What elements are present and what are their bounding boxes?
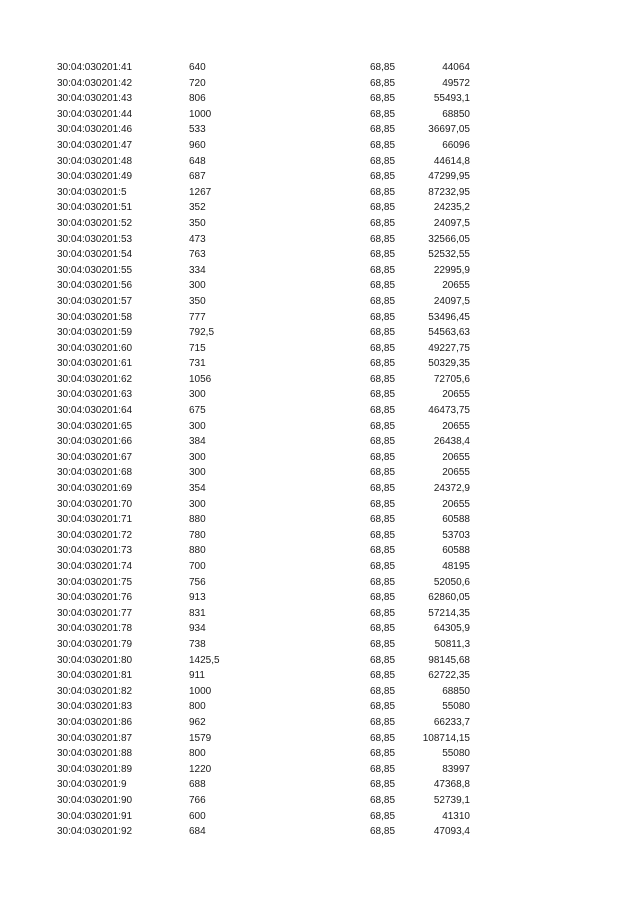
quantity-cell: 913 — [189, 592, 206, 604]
quantity-cell: 934 — [189, 623, 206, 635]
table-row — [0, 684, 640, 700]
cadastral-number-cell: 30:04:030201:41 — [57, 62, 133, 73]
cadastral-number-cell: 30:04:030201:53 — [57, 233, 133, 245]
rate-cell: 68,85 — [370, 483, 396, 495]
rate-cell: 68,85 — [370, 607, 396, 619]
cadastral-number-cell: 30:04:030201:42 — [57, 77, 133, 89]
cadastral-number-cell: 30:04:030201:87 — [57, 732, 133, 744]
rate-cell: 68,85 — [370, 638, 396, 650]
quantity-cell: 350 — [189, 295, 206, 307]
table-row — [0, 403, 640, 419]
total-cell: 52739,1 — [433, 794, 470, 806]
total-cell: 41310 — [442, 810, 470, 822]
cadastral-number-cell: 30:04:030201:52 — [57, 217, 133, 229]
quantity-cell: 720 — [189, 77, 206, 89]
quantity-cell: 777 — [189, 311, 206, 323]
total-cell: 49227,75 — [428, 342, 470, 354]
total-cell: 47093,4 — [433, 826, 470, 838]
table-row — [0, 559, 640, 575]
table-row — [0, 91, 640, 107]
table-row — [0, 232, 640, 248]
table-row — [0, 653, 640, 669]
cadastral-number-cell: 30:04:030201:61 — [57, 358, 133, 370]
total-cell: 20655 — [442, 280, 470, 292]
quantity-cell: 806 — [189, 93, 206, 105]
rate-cell: 68,85 — [370, 654, 396, 666]
table-row — [0, 387, 640, 403]
cadastral-number-cell: 30:04:030201:82 — [57, 685, 133, 697]
quantity-cell: 1000 — [189, 108, 212, 120]
table-row — [0, 699, 640, 715]
quantity-cell: 648 — [189, 155, 206, 167]
table-row — [0, 793, 640, 809]
quantity-cell: 350 — [189, 217, 206, 229]
quantity-cell: 715 — [189, 342, 206, 354]
table-row — [0, 325, 640, 341]
quantity-cell: 911 — [189, 670, 205, 682]
quantity-cell: 640 — [189, 62, 206, 73]
total-cell: 20655 — [442, 389, 470, 401]
cadastral-number-cell: 30:04:030201:5 — [57, 186, 127, 198]
total-cell: 46473,75 — [428, 405, 470, 417]
cadastral-number-cell: 30:04:030201:46 — [57, 124, 133, 136]
quantity-cell: 473 — [189, 233, 206, 245]
total-cell: 26438,4 — [433, 436, 470, 448]
quantity-cell: 1056 — [189, 373, 212, 385]
rate-cell: 68,85 — [370, 670, 396, 682]
table-row — [0, 575, 640, 591]
cadastral-number-cell: 30:04:030201:75 — [57, 576, 133, 588]
cadastral-number-cell: 30:04:030201:70 — [57, 498, 133, 510]
total-cell: 20655 — [442, 498, 470, 510]
quantity-cell: 675 — [189, 405, 206, 417]
quantity-cell: 352 — [189, 202, 206, 214]
total-cell: 68850 — [442, 685, 470, 697]
quantity-cell: 300 — [189, 467, 206, 479]
table-row — [0, 278, 640, 294]
cadastral-number-cell: 30:04:030201:65 — [57, 420, 133, 432]
cadastral-number-cell: 30:04:030201:88 — [57, 748, 133, 760]
cadastral-number-cell: 30:04:030201:58 — [57, 311, 133, 323]
quantity-cell: 1579 — [189, 732, 212, 744]
total-cell: 55493,1 — [433, 93, 470, 105]
quantity-cell: 766 — [189, 794, 206, 806]
quantity-cell: 800 — [189, 748, 206, 760]
total-cell: 68850 — [442, 108, 470, 120]
cadastral-number-cell: 30:04:030201:71 — [57, 514, 133, 526]
rate-cell: 68,85 — [370, 358, 396, 370]
table-row — [0, 777, 640, 793]
total-cell: 53703 — [442, 529, 470, 541]
total-cell: 50329,35 — [428, 358, 470, 370]
rate-cell: 68,85 — [370, 311, 396, 323]
total-cell: 66096 — [442, 139, 470, 151]
table-row — [0, 419, 640, 435]
cadastral-number-cell: 30:04:030201:80 — [57, 654, 133, 666]
total-cell: 44064 — [442, 62, 470, 73]
table-row — [0, 762, 640, 778]
rate-cell: 68,85 — [370, 701, 396, 713]
total-cell: 50811,3 — [434, 638, 470, 650]
cadastral-number-cell: 30:04:030201:72 — [57, 529, 133, 541]
cadastral-number-cell: 30:04:030201:81 — [57, 670, 133, 682]
table-row — [0, 512, 640, 528]
cadastral-number-cell: 30:04:030201:51 — [57, 202, 133, 214]
table-row — [0, 341, 640, 357]
table-row — [0, 122, 640, 138]
table-row — [0, 263, 640, 279]
cadastral-number-cell: 30:04:030201:68 — [57, 467, 133, 479]
total-cell: 24372,9 — [433, 483, 470, 495]
rate-cell: 68,85 — [370, 748, 396, 760]
total-cell: 47368,8 — [433, 779, 470, 791]
table-row — [0, 824, 640, 840]
quantity-cell: 763 — [189, 249, 206, 261]
rate-cell: 68,85 — [370, 139, 396, 151]
rate-cell: 68,85 — [370, 264, 396, 276]
rate-cell: 68,85 — [370, 716, 396, 728]
total-cell: 36697,05 — [428, 124, 470, 136]
total-cell: 54563,63 — [428, 327, 470, 339]
cadastral-number-cell: 30:04:030201:54 — [57, 249, 133, 261]
rate-cell: 68,85 — [370, 810, 396, 822]
rate-cell: 68,85 — [370, 732, 396, 744]
rate-cell: 68,85 — [370, 155, 396, 167]
table-row — [0, 169, 640, 185]
quantity-cell: 960 — [189, 139, 206, 151]
cadastral-number-cell: 30:04:030201:74 — [57, 561, 133, 572]
cadastral-number-cell: 30:04:030201:77 — [57, 607, 133, 619]
total-cell: 72705,6 — [433, 373, 470, 385]
quantity-cell: 780 — [189, 529, 206, 541]
quantity-cell: 700 — [189, 561, 206, 572]
rate-cell: 68,85 — [370, 124, 396, 136]
total-cell: 66233,7 — [433, 716, 470, 728]
rate-cell: 68,85 — [370, 420, 396, 432]
rate-cell: 68,85 — [370, 280, 396, 292]
rate-cell: 68,85 — [370, 826, 396, 838]
table-body — [0, 60, 640, 840]
total-cell: 47299,95 — [428, 171, 470, 183]
total-cell: 55080 — [442, 701, 470, 713]
table-row — [0, 528, 640, 544]
total-cell: 87232,95 — [428, 186, 470, 198]
cadastral-number-cell: 30:04:030201:64 — [57, 405, 133, 417]
table-row — [0, 107, 640, 123]
rate-cell: 68,85 — [370, 779, 396, 791]
quantity-cell: 1220 — [189, 763, 212, 775]
quantity-cell: 300 — [189, 498, 206, 510]
cadastral-number-cell: 30:04:030201:91 — [57, 810, 133, 822]
total-cell: 24235,2 — [433, 202, 470, 214]
quantity-cell: 384 — [189, 436, 206, 448]
rate-cell: 68,85 — [370, 202, 396, 214]
cadastral-number-cell: 30:04:030201:57 — [57, 295, 133, 307]
table-row — [0, 621, 640, 637]
table-row — [0, 294, 640, 310]
rate-cell: 68,85 — [370, 685, 396, 697]
quantity-cell: 600 — [189, 810, 206, 822]
cadastral-number-cell: 30:04:030201:92 — [57, 826, 133, 838]
rate-cell: 68,85 — [370, 342, 396, 354]
cadastral-number-cell: 30:04:030201:89 — [57, 763, 133, 775]
cadastral-number-cell: 30:04:030201:90 — [57, 794, 133, 806]
total-cell: 32566,05 — [428, 233, 470, 245]
total-cell: 60588 — [442, 514, 470, 526]
cadastral-number-cell: 30:04:030201:62 — [57, 373, 133, 385]
total-cell: 108714,15 — [422, 732, 470, 744]
table-row — [0, 154, 640, 170]
cadastral-number-cell: 30:04:030201:49 — [57, 171, 133, 183]
rate-cell: 68,85 — [370, 249, 396, 261]
table-row — [0, 543, 640, 559]
total-cell: 24097,5 — [433, 295, 470, 307]
rate-cell: 68,85 — [370, 498, 396, 510]
table-row — [0, 590, 640, 606]
rate-cell: 68,85 — [370, 217, 396, 229]
cadastral-number-cell: 30:04:030201:86 — [57, 716, 133, 728]
quantity-cell: 738 — [189, 638, 206, 650]
table-row — [0, 731, 640, 747]
table-row — [0, 356, 640, 372]
table-row — [0, 497, 640, 513]
cadastral-number-cell: 30:04:030201:63 — [57, 389, 133, 401]
total-cell: 20655 — [442, 420, 470, 432]
total-cell: 57214,35 — [428, 607, 470, 619]
quantity-cell: 533 — [189, 124, 206, 136]
cadastral-number-cell: 30:04:030201:59 — [57, 327, 133, 339]
total-cell: 52050,6 — [433, 576, 470, 588]
quantity-cell: 731 — [189, 358, 206, 370]
cadastral-number-cell: 30:04:030201:48 — [57, 155, 133, 167]
cadastral-number-cell: 30:04:030201:56 — [57, 280, 133, 292]
rate-cell: 68,85 — [370, 592, 396, 604]
quantity-cell: 1000 — [189, 685, 212, 697]
total-cell: 44614,8 — [433, 155, 470, 167]
table-row — [0, 247, 640, 263]
quantity-cell: 831 — [189, 607, 206, 619]
quantity-cell: 334 — [189, 264, 206, 276]
rate-cell: 68,85 — [370, 405, 396, 417]
quantity-cell: 792,5 — [189, 327, 215, 339]
total-cell: 20655 — [442, 451, 470, 463]
quantity-cell: 688 — [189, 779, 206, 791]
cadastral-number-cell: 30:04:030201:44 — [57, 108, 133, 120]
cadastral-number-cell: 30:04:030201:60 — [57, 342, 133, 354]
table-row — [0, 138, 640, 154]
table-row — [0, 715, 640, 731]
cadastral-number-cell: 30:04:030201:55 — [57, 264, 133, 276]
quantity-cell: 962 — [189, 716, 206, 728]
cadastral-number-cell: 30:04:030201:83 — [57, 701, 133, 713]
quantity-cell: 687 — [189, 171, 206, 183]
cadastral-number-cell: 30:04:030201:47 — [57, 139, 133, 151]
table-row — [0, 310, 640, 326]
table-row — [0, 465, 640, 481]
rate-cell: 68,85 — [370, 436, 396, 448]
total-cell: 62722,35 — [428, 670, 470, 682]
rate-cell: 68,85 — [370, 763, 396, 775]
quantity-cell: 800 — [189, 701, 206, 713]
rate-cell: 68,85 — [370, 108, 396, 120]
quantity-cell: 300 — [189, 280, 206, 292]
total-cell: 55080 — [442, 748, 470, 760]
rate-cell: 68,85 — [370, 295, 396, 307]
rate-cell: 68,85 — [370, 62, 396, 73]
table-row — [0, 200, 640, 216]
rate-cell: 68,85 — [370, 389, 396, 401]
quantity-cell: 756 — [189, 576, 206, 588]
total-cell: 83997 — [442, 763, 470, 775]
table-row — [0, 637, 640, 653]
rate-cell: 68,85 — [370, 77, 396, 89]
rate-cell: 68,85 — [370, 529, 396, 541]
quantity-cell: 684 — [189, 826, 206, 838]
rate-cell: 68,85 — [370, 545, 396, 557]
quantity-cell: 880 — [189, 545, 206, 557]
table-row — [0, 668, 640, 684]
rate-cell: 68,85 — [370, 623, 396, 635]
cadastral-number-cell: 30:04:030201:76 — [57, 592, 133, 604]
quantity-cell: 880 — [189, 514, 206, 526]
cadastral-number-cell: 30:04:030201:43 — [57, 93, 133, 105]
table-row — [0, 216, 640, 232]
quantity-cell: 300 — [189, 420, 206, 432]
table-row — [0, 809, 640, 825]
table-row — [0, 746, 640, 762]
rate-cell: 68,85 — [370, 93, 396, 105]
total-cell: 48195 — [442, 561, 470, 572]
table-row — [0, 185, 640, 201]
rate-cell: 68,85 — [370, 514, 396, 526]
rate-cell: 68,85 — [370, 373, 396, 385]
rate-cell: 68,85 — [370, 171, 396, 183]
total-cell: 22995,9 — [433, 264, 470, 276]
cadastral-number-cell: 30:04:030201:79 — [57, 638, 133, 650]
rate-cell: 68,85 — [370, 186, 396, 198]
table-row — [0, 450, 640, 466]
table-row — [0, 76, 640, 92]
cadastral-number-cell: 30:04:030201:67 — [57, 451, 133, 463]
cadastral-number-cell: 30:04:030201:69 — [57, 483, 133, 495]
rate-cell: 68,85 — [370, 561, 396, 572]
total-cell: 98145,68 — [428, 654, 470, 666]
rate-cell: 68,85 — [370, 327, 396, 339]
quantity-cell: 1425,5 — [189, 654, 220, 666]
quantity-cell: 1267 — [189, 186, 212, 198]
table-row — [0, 606, 640, 622]
rate-cell: 68,85 — [370, 233, 396, 245]
table-row — [0, 481, 640, 497]
quantity-cell: 354 — [189, 483, 206, 495]
total-cell: 60588 — [442, 545, 470, 557]
total-cell: 53496,45 — [428, 311, 470, 323]
rate-cell: 68,85 — [370, 451, 396, 463]
cadastral-number-cell: 30:04:030201:73 — [57, 545, 133, 557]
quantity-cell: 300 — [189, 451, 206, 463]
rate-cell: 68,85 — [370, 794, 396, 806]
table-row — [0, 372, 640, 388]
total-cell: 64305,9 — [433, 623, 470, 635]
quantity-cell: 300 — [189, 389, 206, 401]
total-cell: 24097,5 — [433, 217, 470, 229]
total-cell: 52532,55 — [428, 249, 470, 261]
total-cell: 20655 — [442, 467, 470, 479]
total-cell: 62860,05 — [428, 592, 470, 604]
total-cell: 49572 — [442, 77, 470, 89]
rate-cell: 68,85 — [370, 576, 396, 588]
cadastral-number-cell: 30:04:030201:9 — [57, 779, 127, 791]
rate-cell: 68,85 — [370, 467, 396, 479]
spreadsheet-table — [0, 60, 640, 840]
cadastral-number-cell: 30:04:030201:78 — [57, 623, 133, 635]
cadastral-number-cell: 30:04:030201:66 — [57, 436, 133, 448]
table-row — [0, 60, 640, 76]
table-row — [0, 434, 640, 450]
